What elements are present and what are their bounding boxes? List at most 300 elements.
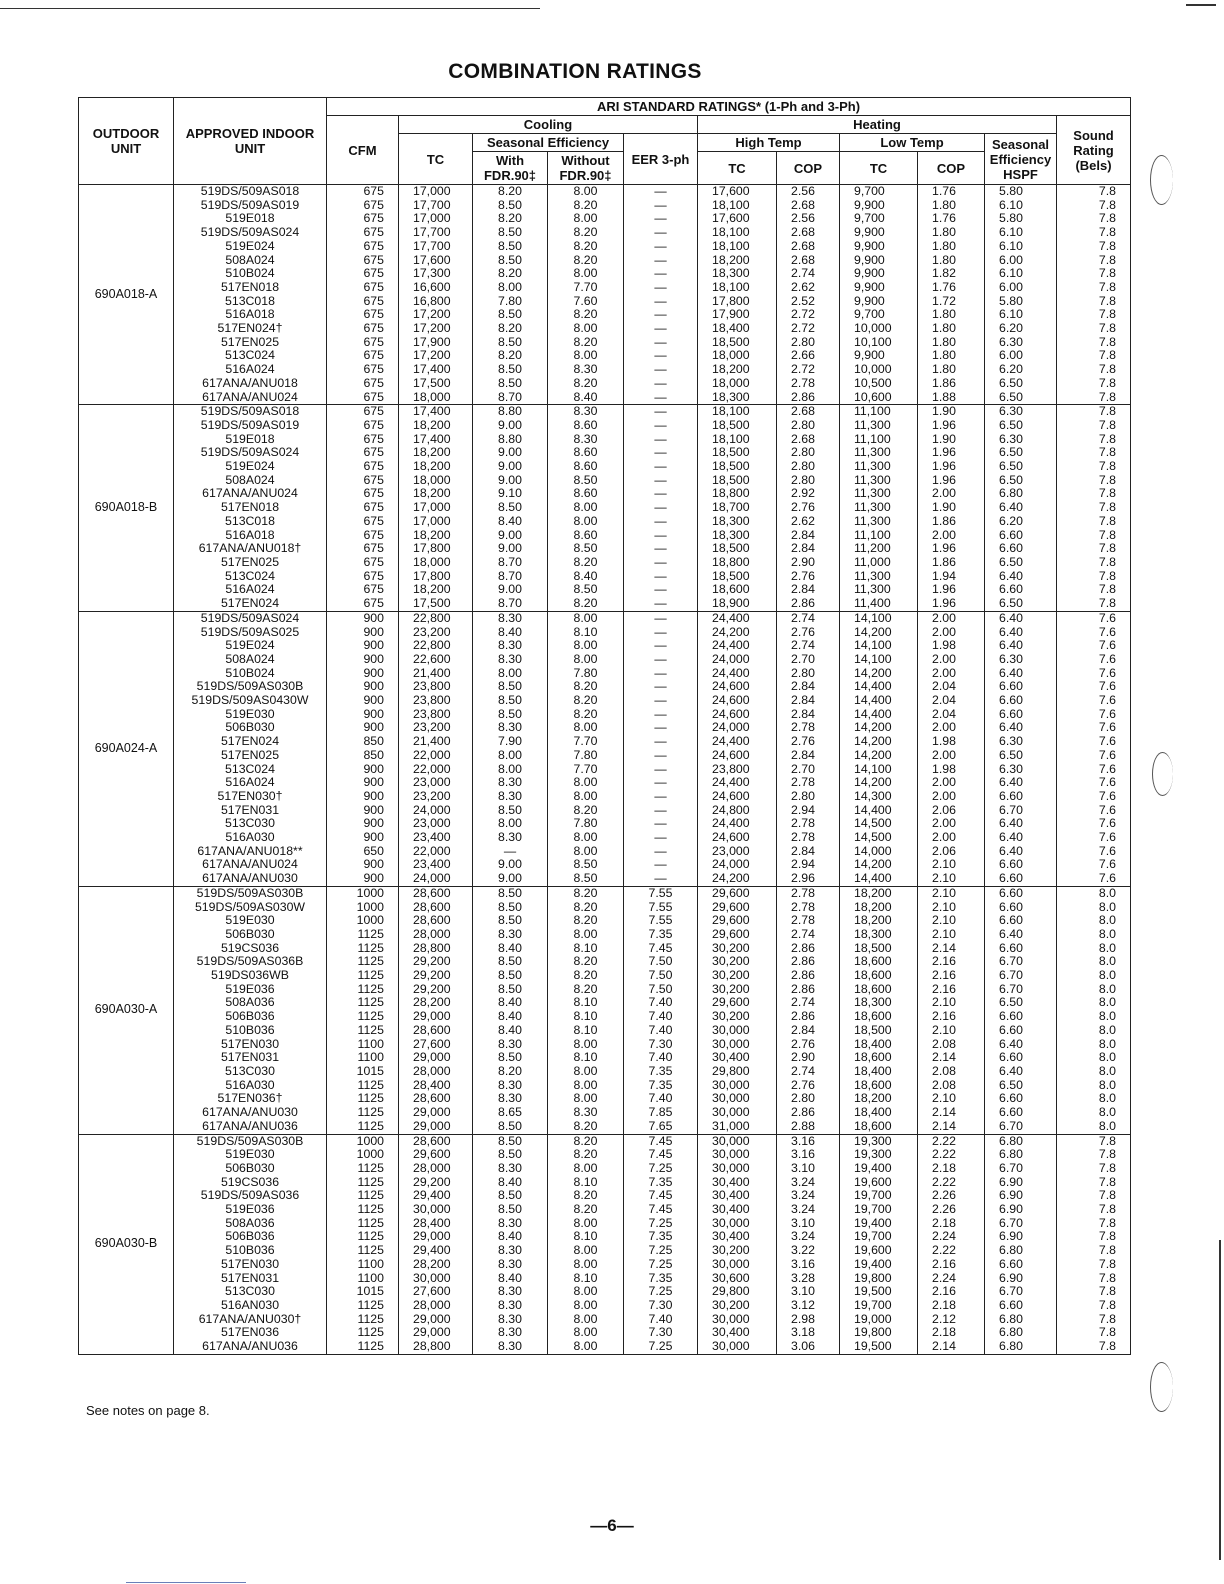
high-temp-cop-cell: 2.80 bbox=[777, 474, 840, 488]
table-row bbox=[79, 996, 1131, 1010]
low-temp-cop-cell: 2.16 bbox=[918, 1285, 985, 1299]
without-fdr-cell: 8.00 bbox=[548, 721, 624, 735]
hspf-cell: 6.50 bbox=[985, 597, 1057, 611]
without-fdr-cell: 8.00 bbox=[548, 611, 624, 625]
without-fdr-cell: 8.50 bbox=[548, 858, 624, 872]
high-temp-tc-cell: 18,800 bbox=[698, 487, 777, 501]
high-temp-cop-cell: 3.24 bbox=[777, 1203, 840, 1217]
high-temp-tc-cell: 30,000 bbox=[698, 1079, 777, 1093]
high-temp-cop-cell: 2.86 bbox=[777, 969, 840, 983]
table-row bbox=[79, 322, 1131, 336]
hspf-cell: 6.40 bbox=[985, 570, 1057, 584]
cooling-tc-cell: 17,400 bbox=[399, 363, 473, 377]
table-row bbox=[79, 1230, 1131, 1244]
without-fdr-cell: 8.10 bbox=[548, 1024, 624, 1038]
with-fdr-cell: 8.40 bbox=[473, 1230, 548, 1244]
high-temp-cop-cell: 2.68 bbox=[777, 226, 840, 240]
without-fdr-cell: 8.20 bbox=[548, 708, 624, 722]
eer-cell: 7.25 bbox=[624, 1244, 698, 1258]
hspf-cell: 6.90 bbox=[985, 1189, 1057, 1203]
cooling-tc-cell: 30,000 bbox=[399, 1203, 473, 1217]
cooling-tc-cell: 22,800 bbox=[399, 611, 473, 625]
cooling-tc-cell: 29,000 bbox=[399, 1051, 473, 1065]
cooling-tc-cell: 17,900 bbox=[399, 336, 473, 350]
with-fdr-cell: 9.00 bbox=[473, 542, 548, 556]
hspf-cell: 6.30 bbox=[985, 405, 1057, 419]
low-temp-cop-cell: 1.80 bbox=[918, 363, 985, 377]
high-temp-tc-cell: 18,300 bbox=[698, 391, 777, 405]
low-temp-cop-cell: 2.00 bbox=[918, 529, 985, 543]
table-row bbox=[79, 501, 1131, 515]
high-temp-tc-cell: 18,100 bbox=[698, 405, 777, 419]
high-temp-cop-cell: 2.92 bbox=[777, 487, 840, 501]
cfm-cell: 1000 bbox=[327, 1134, 399, 1148]
low-temp-cop-cell: 2.08 bbox=[918, 1038, 985, 1052]
sound-rating-cell: 8.0 bbox=[1057, 1079, 1131, 1093]
cfm-cell: 900 bbox=[327, 694, 399, 708]
sound-rating-cell: 7.8 bbox=[1057, 1340, 1131, 1354]
hspf-cell: 6.80 bbox=[985, 1148, 1057, 1162]
low-temp-cop-cell: 2.10 bbox=[918, 858, 985, 872]
sound-rating-cell: 8.0 bbox=[1057, 955, 1131, 969]
sound-rating-cell: 7.8 bbox=[1057, 267, 1131, 281]
cooling-tc-cell: 29,000 bbox=[399, 1230, 473, 1244]
without-fdr-cell: 8.20 bbox=[548, 804, 624, 818]
high-temp-cop-cell: 3.28 bbox=[777, 1272, 840, 1286]
with-fdr-cell: 8.30 bbox=[473, 1299, 548, 1313]
indoor-unit-cell: 517EN025 bbox=[174, 749, 327, 763]
cooling-tc-cell: 18,000 bbox=[399, 391, 473, 405]
hspf-cell: 6.60 bbox=[985, 901, 1057, 915]
with-fdr-cell: 9.00 bbox=[473, 583, 548, 597]
high-temp-cop-cell: 2.76 bbox=[777, 1038, 840, 1052]
page-number: —6— bbox=[590, 1516, 634, 1535]
eer-cell: — bbox=[624, 570, 698, 584]
low-temp-tc-cell: 9,900 bbox=[840, 295, 918, 309]
table-row bbox=[79, 721, 1131, 735]
high-temp-cop-cell: 2.78 bbox=[777, 377, 840, 391]
cooling-tc-cell: 22,000 bbox=[399, 845, 473, 859]
high-temp-cop-cell: 2.94 bbox=[777, 804, 840, 818]
high-temp-tc-cell: 23,800 bbox=[698, 763, 777, 777]
indoor-unit-cell: 508A036 bbox=[174, 996, 327, 1010]
with-fdr-cell: 8.50 bbox=[473, 914, 548, 928]
sound-rating-cell: 7.6 bbox=[1057, 831, 1131, 845]
indoor-unit-cell: 519E018 bbox=[174, 433, 327, 447]
with-fdr-cell: 8.30 bbox=[473, 1326, 548, 1340]
high-temp-cop-cell: 3.24 bbox=[777, 1230, 840, 1244]
low-temp-tc-cell: 14,200 bbox=[840, 626, 918, 640]
sound-rating-cell: 7.8 bbox=[1057, 391, 1131, 405]
low-temp-cop-cell: 2.00 bbox=[918, 817, 985, 831]
low-temp-cop-cell: 2.10 bbox=[918, 1024, 985, 1038]
with-fdr-cell: 8.80 bbox=[473, 405, 548, 419]
sound-rating-cell: 7.6 bbox=[1057, 721, 1131, 735]
cooling-tc-cell: 22,600 bbox=[399, 653, 473, 667]
table-row bbox=[79, 1244, 1131, 1258]
eer-cell: — bbox=[624, 817, 698, 831]
without-fdr-cell: 8.20 bbox=[548, 226, 624, 240]
low-temp-tc-cell: 14,500 bbox=[840, 817, 918, 831]
eer-cell: — bbox=[624, 708, 698, 722]
indoor-unit-cell: 517EN030† bbox=[174, 790, 327, 804]
low-temp-tc-cell: 10,100 bbox=[840, 336, 918, 350]
high-temp-cop-cell: 3.06 bbox=[777, 1340, 840, 1354]
hspf-cell: 6.80 bbox=[985, 487, 1057, 501]
high-temp-tc-cell: 18,100 bbox=[698, 240, 777, 254]
corner-mark bbox=[1186, 4, 1216, 6]
table-row bbox=[79, 1272, 1131, 1286]
eer-cell: 7.50 bbox=[624, 983, 698, 997]
low-temp-tc-cell: 11,100 bbox=[840, 529, 918, 543]
cooling-tc-cell: 22,800 bbox=[399, 639, 473, 653]
high-temp-tc-cell: 30,200 bbox=[698, 942, 777, 956]
high-temp-tc-cell: 18,200 bbox=[698, 254, 777, 268]
low-temp-cop-cell: 1.98 bbox=[918, 763, 985, 777]
high-temp-cop-cell: 2.80 bbox=[777, 667, 840, 681]
table-row bbox=[79, 1299, 1131, 1313]
with-fdr-cell: 8.50 bbox=[473, 680, 548, 694]
without-fdr-cell: 8.50 bbox=[548, 872, 624, 886]
with-fdr-cell: 8.40 bbox=[473, 1176, 548, 1190]
table-row bbox=[79, 212, 1131, 226]
without-fdr-cell: 8.10 bbox=[548, 1272, 624, 1286]
table-row bbox=[79, 1176, 1131, 1190]
table-row bbox=[79, 1203, 1131, 1217]
cfm-cell: 1125 bbox=[327, 955, 399, 969]
hspf-cell: 6.60 bbox=[985, 583, 1057, 597]
with-fdr-cell: 8.50 bbox=[473, 708, 548, 722]
low-temp-cop-cell: 2.14 bbox=[918, 1120, 985, 1134]
without-fdr-cell: 8.20 bbox=[548, 955, 624, 969]
low-temp-cop-cell: 1.76 bbox=[918, 185, 985, 199]
low-temp-cop-cell: 1.80 bbox=[918, 240, 985, 254]
table-row bbox=[79, 267, 1131, 281]
low-temp-tc-cell: 11,200 bbox=[840, 542, 918, 556]
hspf-cell: 6.00 bbox=[985, 349, 1057, 363]
high-temp-tc-cell: 30,000 bbox=[698, 1038, 777, 1052]
without-fdr-cell: 8.50 bbox=[548, 542, 624, 556]
low-temp-cop-cell: 2.04 bbox=[918, 708, 985, 722]
low-temp-cop-cell: 1.76 bbox=[918, 212, 985, 226]
table-row bbox=[79, 1148, 1131, 1162]
low-temp-tc-cell: 14,100 bbox=[840, 763, 918, 777]
without-fdr-cell: 7.70 bbox=[548, 281, 624, 295]
high-temp-tc-cell: 18,500 bbox=[698, 460, 777, 474]
cooling-tc-cell: 18,200 bbox=[399, 446, 473, 460]
eer-cell: — bbox=[624, 405, 698, 419]
cfm-cell: 1125 bbox=[327, 942, 399, 956]
high-temp-tc-cell: 18,100 bbox=[698, 433, 777, 447]
without-fdr-cell: 8.00 bbox=[548, 776, 624, 790]
indoor-unit-cell: 516A030 bbox=[174, 831, 327, 845]
eer-cell: — bbox=[624, 487, 698, 501]
table-row bbox=[79, 901, 1131, 915]
cfm-cell: 1125 bbox=[327, 1313, 399, 1327]
table-row bbox=[79, 226, 1131, 240]
hspf-cell: 6.90 bbox=[985, 1230, 1057, 1244]
low-temp-cop-cell: 2.00 bbox=[918, 776, 985, 790]
hspf-cell: 6.40 bbox=[985, 845, 1057, 859]
with-fdr-cell: 8.50 bbox=[473, 969, 548, 983]
eer-cell: 7.55 bbox=[624, 901, 698, 915]
hspf-cell: 6.60 bbox=[985, 1299, 1057, 1313]
low-temp-tc-cell: 10,000 bbox=[840, 322, 918, 336]
with-fdr-cell: 8.30 bbox=[473, 1285, 548, 1299]
high-temp-cop-cell: 2.62 bbox=[777, 281, 840, 295]
low-temp-cop-cell: 2.10 bbox=[918, 886, 985, 900]
hspf-cell: 6.30 bbox=[985, 336, 1057, 350]
low-temp-tc-cell: 19,800 bbox=[840, 1272, 918, 1286]
with-fdr-cell: 8.30 bbox=[473, 721, 548, 735]
cooling-tc-cell: 29,000 bbox=[399, 1313, 473, 1327]
without-fdr-cell: 8.00 bbox=[548, 1079, 624, 1093]
cfm-cell: 900 bbox=[327, 763, 399, 777]
hspf-cell: 6.70 bbox=[985, 1217, 1057, 1231]
eer-cell: 7.85 bbox=[624, 1106, 698, 1120]
high-temp-tc-cell: 24,600 bbox=[698, 708, 777, 722]
high-temp-cop-cell: 2.80 bbox=[777, 446, 840, 460]
without-fdr-cell: 8.00 bbox=[548, 1326, 624, 1340]
with-fdr-cell: 8.40 bbox=[473, 515, 548, 529]
with-fdr-cell: 8.50 bbox=[473, 901, 548, 915]
indoor-unit-cell: 517EN031 bbox=[174, 1051, 327, 1065]
low-temp-cop-cell: 2.18 bbox=[918, 1162, 985, 1176]
with-fdr-cell: 8.50 bbox=[473, 694, 548, 708]
high-temp-cop-cell: 2.78 bbox=[777, 886, 840, 900]
cfm-cell: 675 bbox=[327, 295, 399, 309]
with-fdr-cell: 8.00 bbox=[473, 763, 548, 777]
without-fdr-cell: 8.20 bbox=[548, 1148, 624, 1162]
table-row bbox=[79, 1258, 1131, 1272]
sound-rating-cell: 7.6 bbox=[1057, 749, 1131, 763]
cfm-cell: 1125 bbox=[327, 996, 399, 1010]
eer-cell: — bbox=[624, 308, 698, 322]
cfm-cell: 675 bbox=[327, 405, 399, 419]
hspf-cell: 6.40 bbox=[985, 817, 1057, 831]
header-low-temp: Low Temp bbox=[840, 134, 985, 152]
with-fdr-cell: 8.50 bbox=[473, 226, 548, 240]
low-temp-cop-cell: 1.80 bbox=[918, 254, 985, 268]
high-temp-tc-cell: 24,600 bbox=[698, 680, 777, 694]
cooling-tc-cell: 23,800 bbox=[399, 694, 473, 708]
with-fdr-cell: 8.50 bbox=[473, 254, 548, 268]
high-temp-tc-cell: 17,600 bbox=[698, 212, 777, 226]
sound-rating-cell: 7.8 bbox=[1057, 405, 1131, 419]
sound-rating-cell: 7.8 bbox=[1057, 322, 1131, 336]
high-temp-cop-cell: 2.86 bbox=[777, 955, 840, 969]
eer-cell: 7.35 bbox=[624, 928, 698, 942]
sound-rating-cell: 7.8 bbox=[1057, 1299, 1131, 1313]
high-temp-cop-cell: 2.90 bbox=[777, 1051, 840, 1065]
with-fdr-cell: 8.70 bbox=[473, 570, 548, 584]
high-temp-cop-cell: 3.10 bbox=[777, 1217, 840, 1231]
high-temp-tc-cell: 30,200 bbox=[698, 983, 777, 997]
table-row bbox=[79, 1134, 1131, 1148]
low-temp-tc-cell: 18,500 bbox=[840, 1024, 918, 1038]
cooling-tc-cell: 29,000 bbox=[399, 1106, 473, 1120]
indoor-unit-cell: 617ANA/ANU024 bbox=[174, 858, 327, 872]
cfm-cell: 1100 bbox=[327, 1051, 399, 1065]
without-fdr-cell: 8.00 bbox=[548, 1340, 624, 1354]
low-temp-cop-cell: 2.16 bbox=[918, 1258, 985, 1272]
table-row bbox=[79, 680, 1131, 694]
table-row bbox=[79, 653, 1131, 667]
eer-cell: 7.25 bbox=[624, 1340, 698, 1354]
low-temp-cop-cell: 2.00 bbox=[918, 749, 985, 763]
high-temp-tc-cell: 18,500 bbox=[698, 336, 777, 350]
sound-rating-cell: 7.8 bbox=[1057, 487, 1131, 501]
without-fdr-cell: 8.10 bbox=[548, 996, 624, 1010]
indoor-unit-cell: 617ANA/ANU036 bbox=[174, 1120, 327, 1134]
low-temp-cop-cell: 1.86 bbox=[918, 556, 985, 570]
low-temp-tc-cell: 19,800 bbox=[840, 1326, 918, 1340]
sound-rating-cell: 7.8 bbox=[1057, 281, 1131, 295]
sound-rating-cell: 7.8 bbox=[1057, 515, 1131, 529]
right-edge-line bbox=[1219, 1240, 1221, 1560]
eer-cell: — bbox=[624, 391, 698, 405]
low-temp-tc-cell: 18,200 bbox=[840, 914, 918, 928]
high-temp-cop-cell: 2.84 bbox=[777, 749, 840, 763]
indoor-unit-cell: 617ANA/ANU030 bbox=[174, 872, 327, 886]
hspf-cell: 5.80 bbox=[985, 185, 1057, 199]
high-temp-tc-cell: 30,000 bbox=[698, 1092, 777, 1106]
indoor-unit-cell: 506B030 bbox=[174, 721, 327, 735]
cfm-cell: 850 bbox=[327, 749, 399, 763]
table-row bbox=[79, 928, 1131, 942]
header-sound-rating: Sound Rating (Bels) bbox=[1057, 116, 1131, 185]
page-title: COMBINATION RATINGS bbox=[448, 60, 702, 83]
header-tc: TC bbox=[399, 134, 473, 185]
eer-cell: — bbox=[624, 433, 698, 447]
cfm-cell: 675 bbox=[327, 570, 399, 584]
low-temp-tc-cell: 19,600 bbox=[840, 1244, 918, 1258]
combination-ratings-table bbox=[78, 97, 1131, 1355]
low-temp-cop-cell: 2.00 bbox=[918, 831, 985, 845]
high-temp-cop-cell: 2.74 bbox=[777, 1065, 840, 1079]
without-fdr-cell: 8.00 bbox=[548, 790, 624, 804]
cooling-tc-cell: 23,400 bbox=[399, 858, 473, 872]
without-fdr-cell: 7.70 bbox=[548, 763, 624, 777]
header-outdoor-unit: OUTDOOR UNIT bbox=[79, 98, 174, 185]
high-temp-tc-cell: 29,800 bbox=[698, 1065, 777, 1079]
low-temp-cop-cell: 2.10 bbox=[918, 901, 985, 915]
table-row bbox=[79, 556, 1131, 570]
table-row bbox=[79, 281, 1131, 295]
high-temp-tc-cell: 30,000 bbox=[698, 1340, 777, 1354]
indoor-unit-cell: 519DS/509AS030B bbox=[174, 680, 327, 694]
low-temp-tc-cell: 14,000 bbox=[840, 845, 918, 859]
with-fdr-cell: 9.00 bbox=[473, 529, 548, 543]
hspf-cell: 6.50 bbox=[985, 749, 1057, 763]
cfm-cell: 675 bbox=[327, 199, 399, 213]
cfm-cell: 675 bbox=[327, 446, 399, 460]
sound-rating-cell: 7.8 bbox=[1057, 542, 1131, 556]
cfm-cell: 1100 bbox=[327, 1258, 399, 1272]
table-row bbox=[79, 1079, 1131, 1093]
low-temp-tc-cell: 11,300 bbox=[840, 460, 918, 474]
hspf-cell: 6.70 bbox=[985, 1285, 1057, 1299]
table-row bbox=[79, 185, 1131, 199]
hspf-cell: 6.70 bbox=[985, 1120, 1057, 1134]
high-temp-cop-cell: 2.68 bbox=[777, 254, 840, 268]
high-temp-tc-cell: 30,000 bbox=[698, 1134, 777, 1148]
without-fdr-cell: 8.20 bbox=[548, 914, 624, 928]
hspf-cell: 6.60 bbox=[985, 1010, 1057, 1024]
high-temp-tc-cell: 30,000 bbox=[698, 1258, 777, 1272]
without-fdr-cell: 8.20 bbox=[548, 597, 624, 611]
high-temp-cop-cell: 2.72 bbox=[777, 322, 840, 336]
high-temp-tc-cell: 18,100 bbox=[698, 226, 777, 240]
header-cfm: CFM bbox=[327, 116, 399, 185]
with-fdr-cell: 8.30 bbox=[473, 928, 548, 942]
low-temp-cop-cell: 2.08 bbox=[918, 1079, 985, 1093]
sound-rating-cell: 7.8 bbox=[1057, 570, 1131, 584]
without-fdr-cell: 8.20 bbox=[548, 254, 624, 268]
sound-rating-cell: 7.8 bbox=[1057, 240, 1131, 254]
cooling-tc-cell: 18,200 bbox=[399, 487, 473, 501]
low-temp-tc-cell: 10,500 bbox=[840, 377, 918, 391]
sound-rating-cell: 7.8 bbox=[1057, 556, 1131, 570]
sound-rating-cell: 7.8 bbox=[1057, 226, 1131, 240]
cfm-cell: 900 bbox=[327, 858, 399, 872]
high-temp-tc-cell: 30,200 bbox=[698, 969, 777, 983]
indoor-unit-cell: 519DS/509AS030B bbox=[174, 886, 327, 900]
indoor-unit-cell: 517EN036† bbox=[174, 1092, 327, 1106]
hspf-cell: 6.10 bbox=[985, 308, 1057, 322]
sound-rating-cell: 7.8 bbox=[1057, 1230, 1131, 1244]
hspf-cell: 6.40 bbox=[985, 831, 1057, 845]
high-temp-tc-cell: 24,400 bbox=[698, 776, 777, 790]
low-temp-tc-cell: 18,600 bbox=[840, 955, 918, 969]
high-temp-tc-cell: 30,000 bbox=[698, 1313, 777, 1327]
cfm-cell: 675 bbox=[327, 349, 399, 363]
table-row bbox=[79, 254, 1131, 268]
with-fdr-cell: 9.00 bbox=[473, 446, 548, 460]
low-temp-tc-cell: 11,300 bbox=[840, 446, 918, 460]
hspf-cell: 6.80 bbox=[985, 1326, 1057, 1340]
high-temp-cop-cell: 2.52 bbox=[777, 295, 840, 309]
high-temp-tc-cell: 24,200 bbox=[698, 872, 777, 886]
high-temp-cop-cell: 2.84 bbox=[777, 1024, 840, 1038]
sound-rating-cell: 7.6 bbox=[1057, 804, 1131, 818]
table-row bbox=[79, 1162, 1131, 1176]
indoor-unit-cell: 519DS036WB bbox=[174, 969, 327, 983]
high-temp-cop-cell: 3.10 bbox=[777, 1285, 840, 1299]
table-row bbox=[79, 914, 1131, 928]
eer-cell: — bbox=[624, 680, 698, 694]
binder-hole-arc-top bbox=[1150, 155, 1173, 205]
hspf-cell: 6.60 bbox=[985, 872, 1057, 886]
low-temp-cop-cell: 1.96 bbox=[918, 597, 985, 611]
high-temp-tc-cell: 30,600 bbox=[698, 1272, 777, 1286]
with-fdr-cell: 8.80 bbox=[473, 433, 548, 447]
eer-cell: — bbox=[624, 295, 698, 309]
cfm-cell: 1125 bbox=[327, 1024, 399, 1038]
high-temp-cop-cell: 2.72 bbox=[777, 363, 840, 377]
high-temp-tc-cell: 18,500 bbox=[698, 570, 777, 584]
high-temp-cop-cell: 2.74 bbox=[777, 611, 840, 625]
cfm-cell: 675 bbox=[327, 529, 399, 543]
hspf-cell: 6.40 bbox=[985, 626, 1057, 640]
low-temp-tc-cell: 18,600 bbox=[840, 1051, 918, 1065]
table-row bbox=[79, 419, 1131, 433]
cooling-tc-cell: 23,000 bbox=[399, 776, 473, 790]
without-fdr-cell: 8.10 bbox=[548, 942, 624, 956]
cfm-cell: 675 bbox=[327, 363, 399, 377]
with-fdr-cell: 7.80 bbox=[473, 295, 548, 309]
hspf-cell: 6.20 bbox=[985, 363, 1057, 377]
